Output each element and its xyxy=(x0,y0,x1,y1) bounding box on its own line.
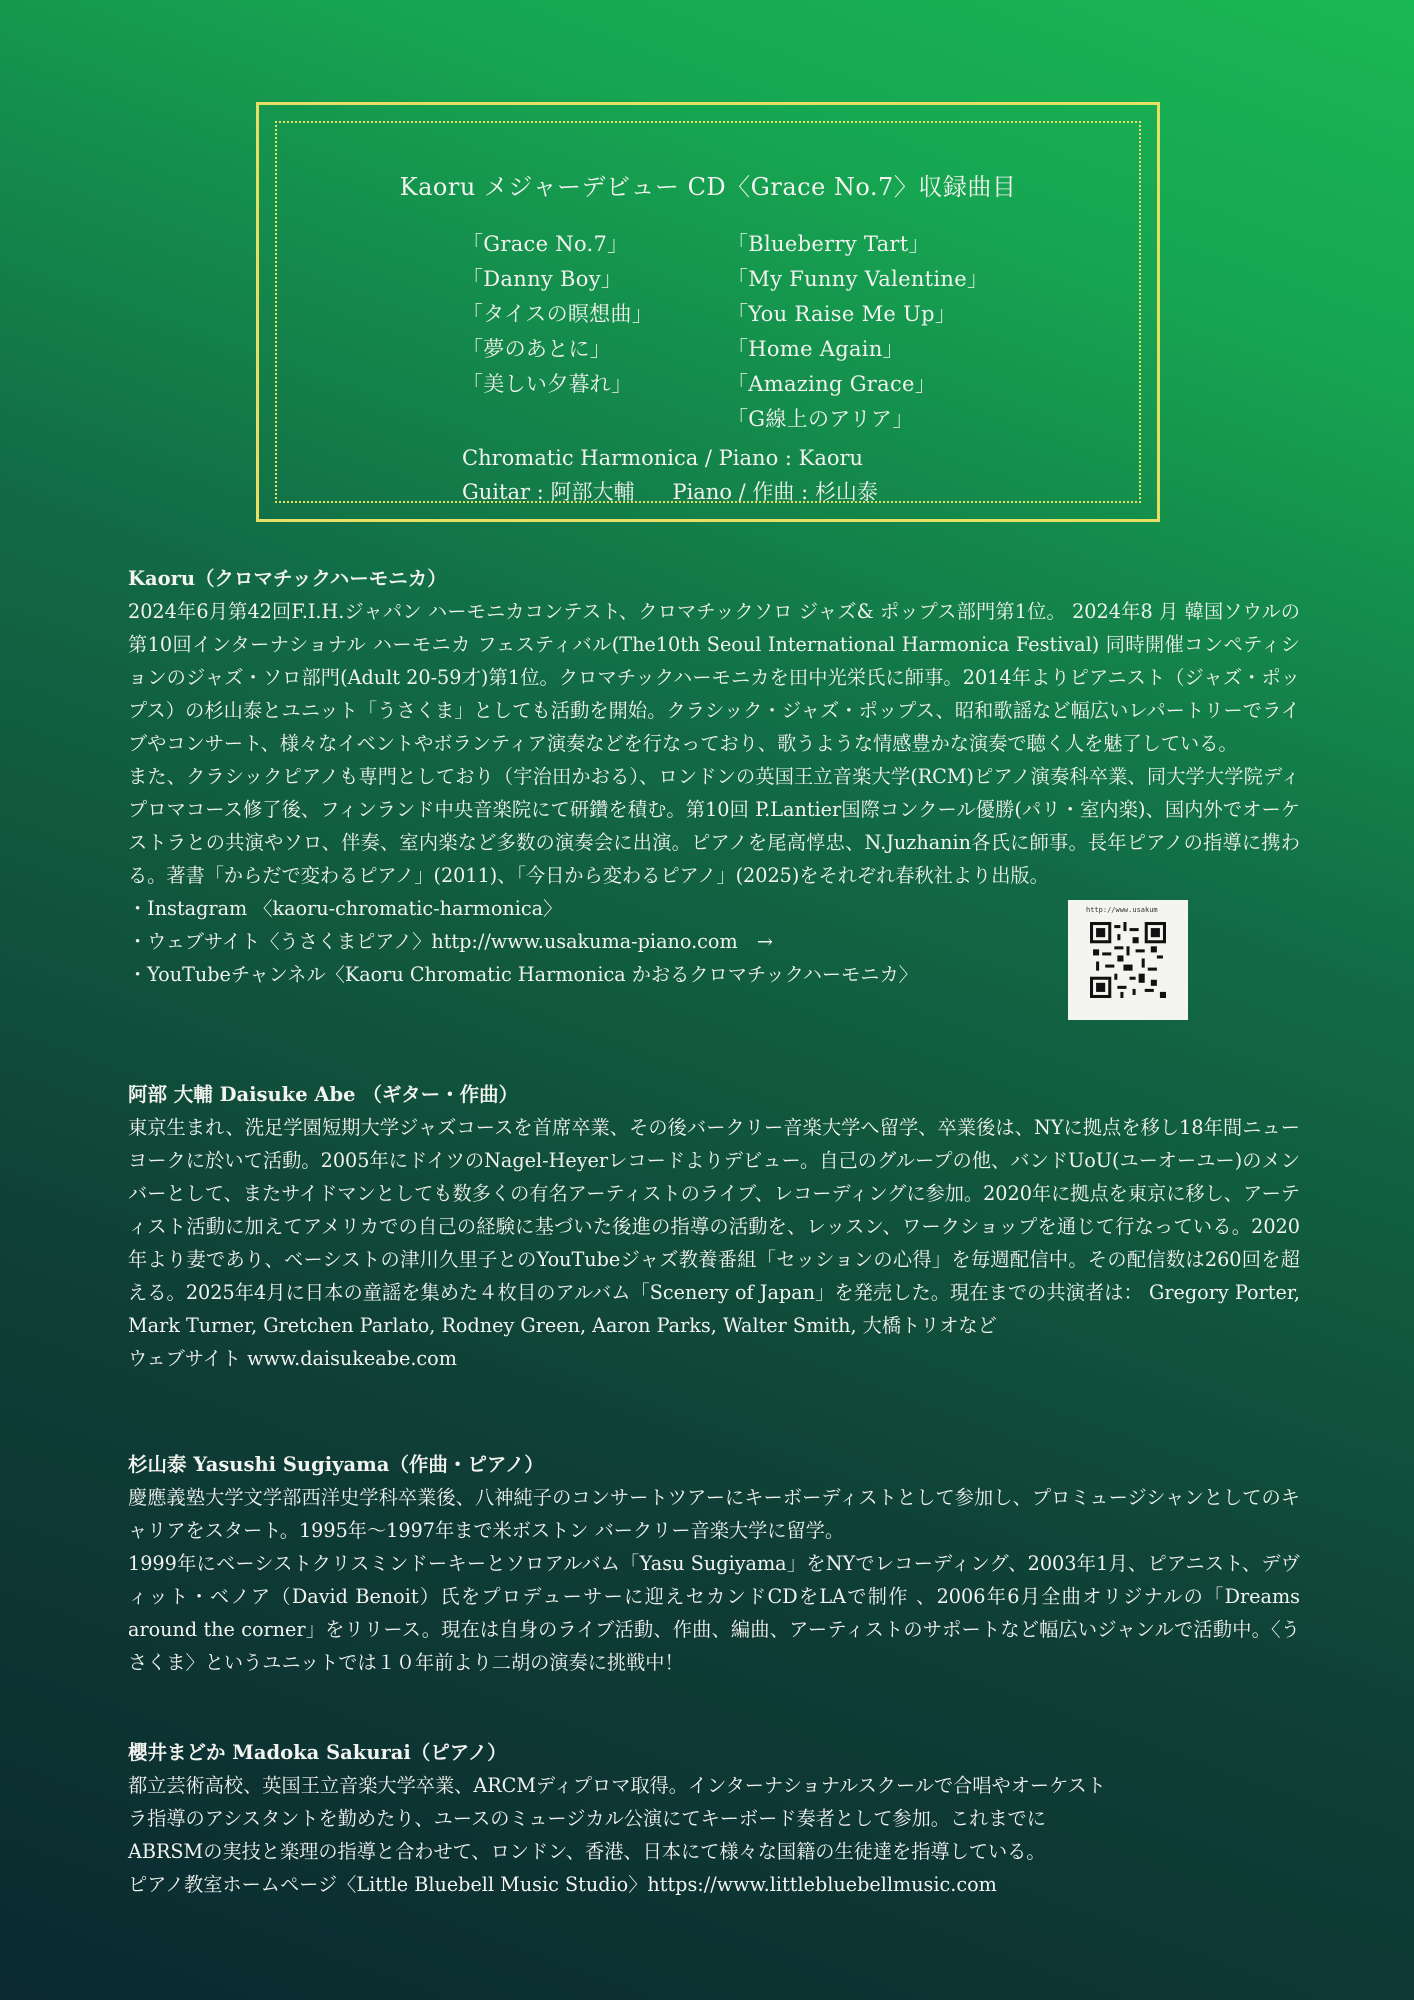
bio-heading: 阿部 大輔 Daisuke Abe （ギター・作曲） xyxy=(128,1083,519,1106)
track-item: 「G線上のアリア」 xyxy=(727,407,914,431)
website-link[interactable]: ピアノ教室ホームページ〈Little Bluebell Music Studio〉https://www.littlebluebellmusic.com xyxy=(128,1873,997,1896)
bio-abe xyxy=(128,1078,1300,1375)
website-link[interactable]: ウェブサイト www.daisukeabe.com xyxy=(128,1347,457,1370)
credit-harmonica: Chromatic Harmonica / Piano : Kaoru xyxy=(462,446,864,470)
cd-tracklist-box xyxy=(256,102,1160,522)
bio-paragraph: 慶應義塾大学文学部西洋史学科卒業後、八神純子のコンサートツアーにキーボーディストとして参加し、プロミュージシャンとしてのキャリアをスタート。1995年〜1997年まで米ボストン バークリー音楽大学に留学。 xyxy=(128,1486,1300,1542)
website-link[interactable]: ・ウェブサイト〈うさくまピアノ〉http://www.usakuma-piano.com → xyxy=(128,930,773,953)
bio-paragraph: 1999年にベーシストクリスミンドーキーとソロアルバム「Yasu Sugiyama」をNYでレコーディング、2003年1月、ピアニスト、デヴィット・ベノア（David Benoit）氏をプロデューサーに迎えセカンドCDをLAで制作 、2006年6月全曲オリジナルの「Dreams around the corner」をリリース。現在は自身のライブ活動、作曲、編曲、アーティストのサポートなど幅広いジャンルで活動中。〈うさくま〉というユニットでは１０年前より二胡の演奏に挑戦中！ xyxy=(128,1552,1300,1674)
bio-line: ラ指導のアシスタントを勤めたり、ユースのミュージカル公演にてキーボード奏者として参加。これまでに xyxy=(128,1807,1046,1830)
track-item: 「My Funny Valentine」 xyxy=(727,267,989,291)
tracklist-right xyxy=(727,227,988,437)
bio-heading: 櫻井まどか Madoka Sakurai（ピアノ） xyxy=(128,1741,507,1764)
bio-line: ABRSMの実技と楽理の指導と合わせて、ロンドン、香港、日本にて様々な国籍の生徒達を指導している。 xyxy=(128,1840,1046,1863)
youtube-link[interactable]: ・YouTubeチャンネル〈Kaoru Chromatic Harmonica かおるクロマチックハーモニカ〉 xyxy=(128,963,918,986)
bio-heading: 杉山泰 Yasushi Sugiyama（作曲・ピアノ） xyxy=(128,1453,544,1476)
track-item: 「Danny Boy」 xyxy=(462,267,623,291)
bio-sugiyama xyxy=(128,1448,1300,1679)
qr-caption-top: http://www.usakum xyxy=(1086,906,1158,914)
qr-code[interactable] xyxy=(1068,900,1188,1020)
track-item: 「タイスの瞑想曲」 xyxy=(462,302,654,326)
instagram-link[interactable]: ・Instagram 〈kaoru-chromatic-harmonica〉 xyxy=(128,897,563,920)
cd-title: Kaoru メジャーデビュー CD〈Grace No.7〉収録曲目 xyxy=(399,173,1017,201)
bio-heading: Kaoru（クロマチックハーモニカ） xyxy=(128,567,447,590)
track-item: 「You Raise Me Up」 xyxy=(727,302,957,326)
track-item: 「Amazing Grace」 xyxy=(727,372,937,396)
credit-piano: Piano / 作曲 : 杉山泰 xyxy=(672,480,878,504)
credit-guitar-piano xyxy=(462,475,878,509)
track-item: 「夢のあとに」 xyxy=(462,337,612,361)
bio-sakurai xyxy=(128,1736,1300,1901)
bio-line: 都立芸術高校、英国王立音楽大学卒業、ARCMディプロマ取得。インターナショナルスクールで合唱やオーケスト xyxy=(128,1774,1106,1797)
cd-credits xyxy=(462,441,878,509)
track-item: 「美しい夕暮れ」 xyxy=(462,372,633,396)
track-item: 「Home Again」 xyxy=(727,337,904,361)
track-item: 「Blueberry Tart」 xyxy=(727,232,930,256)
cd-tracklist-inner-border xyxy=(275,121,1141,503)
track-item: 「Grace No.7」 xyxy=(462,232,629,256)
bio-paragraph: 東京生まれ、洗足学園短期大学ジャズコースを首席卒業、その後バークリー音楽大学へ留学、卒業後は、NYに拠点を移し18年間ニューヨークに於いて活動。2005年にドイツのNagel-Heyerレコードよりデビュー。自己のグループの他、バンドUoU(ユーオーユー)のメンバーとして、またサイドマンとしても数多くの有名アーティストのライブ、レコーディングに参加。2020年に拠点を東京に移し、アーティスト活動に加えてアメリカでの自己の経験に基づいた後進の指導の活動を、レッスン、ワークショップを通じて行なっている。2020年より妻であり、ベーシストの津川久里子とのYouTubeジャズ教養番組「セッションの心得」を毎週配信中。その配信数は260回を超える。2025年4月に日本の童謡を集めた４枚目のアルバム「Scenery of Japan」を発売した。現在までの共演者は： Gregory Porter, Mark Turner, Gretchen Parlato, Rodney Green, Aaron Parks, Walter Smith, 大橋トリオなど xyxy=(128,1116,1300,1337)
credit-guitar: Guitar : 阿部大輔 xyxy=(462,480,635,504)
bio-paragraph: また、クラシックピアノも専門としており（宇治田かおる）、ロンドンの英国王立音楽大学(RCM)ピアノ演奏科卒業、同大学大学院ディプロマコース修了後、フィンランド中央音楽院にて研鑽を積む。第10回 P.Lantier国際コンクール優勝(パリ・室内楽)、国内外でオーケストラとの共演やソロ、伴奏、室内楽など多数の演奏会に出演。ピアノを尾高惇忠、N.Juzhanin各氏に師事。長年ピアノの指導に携わる。著書「からだで変わるピアノ」(2011)、「今日から変わるピアノ」(2025)をそれぞれ春秋社より出版。 xyxy=(128,765,1300,887)
bio-paragraph: 2024年6月第42回F.I.H.ジャパン ハーモニカコンテスト、クロマチックソロ ジャズ& ポップス部門第1位。 2024年8 月 韓国ソウルの第10回インターナショナル ハーモニカ フェスティバル(The10th Seoul International Harmonica Festival) 同時開催コンペティションのジャズ・ソロ部門(Adult 20-59才)第1位。クロマチックハーモニカを田中光栄氏に師事。2014年よりピアニスト（ジャズ・ポップス）の杉山泰とユニット「うさくま」としても活動を開始。クラシック・ジャズ・ポップス、昭和歌謡など幅広いレパートリーでライブやコンサート、様々なイベントやボランティア演奏などを行なっており、歌うような情感豊かな演奏で聴く人を魅了している。 xyxy=(128,600,1300,755)
qr-code-icon xyxy=(1090,922,1166,998)
tracklist-left xyxy=(462,227,653,402)
